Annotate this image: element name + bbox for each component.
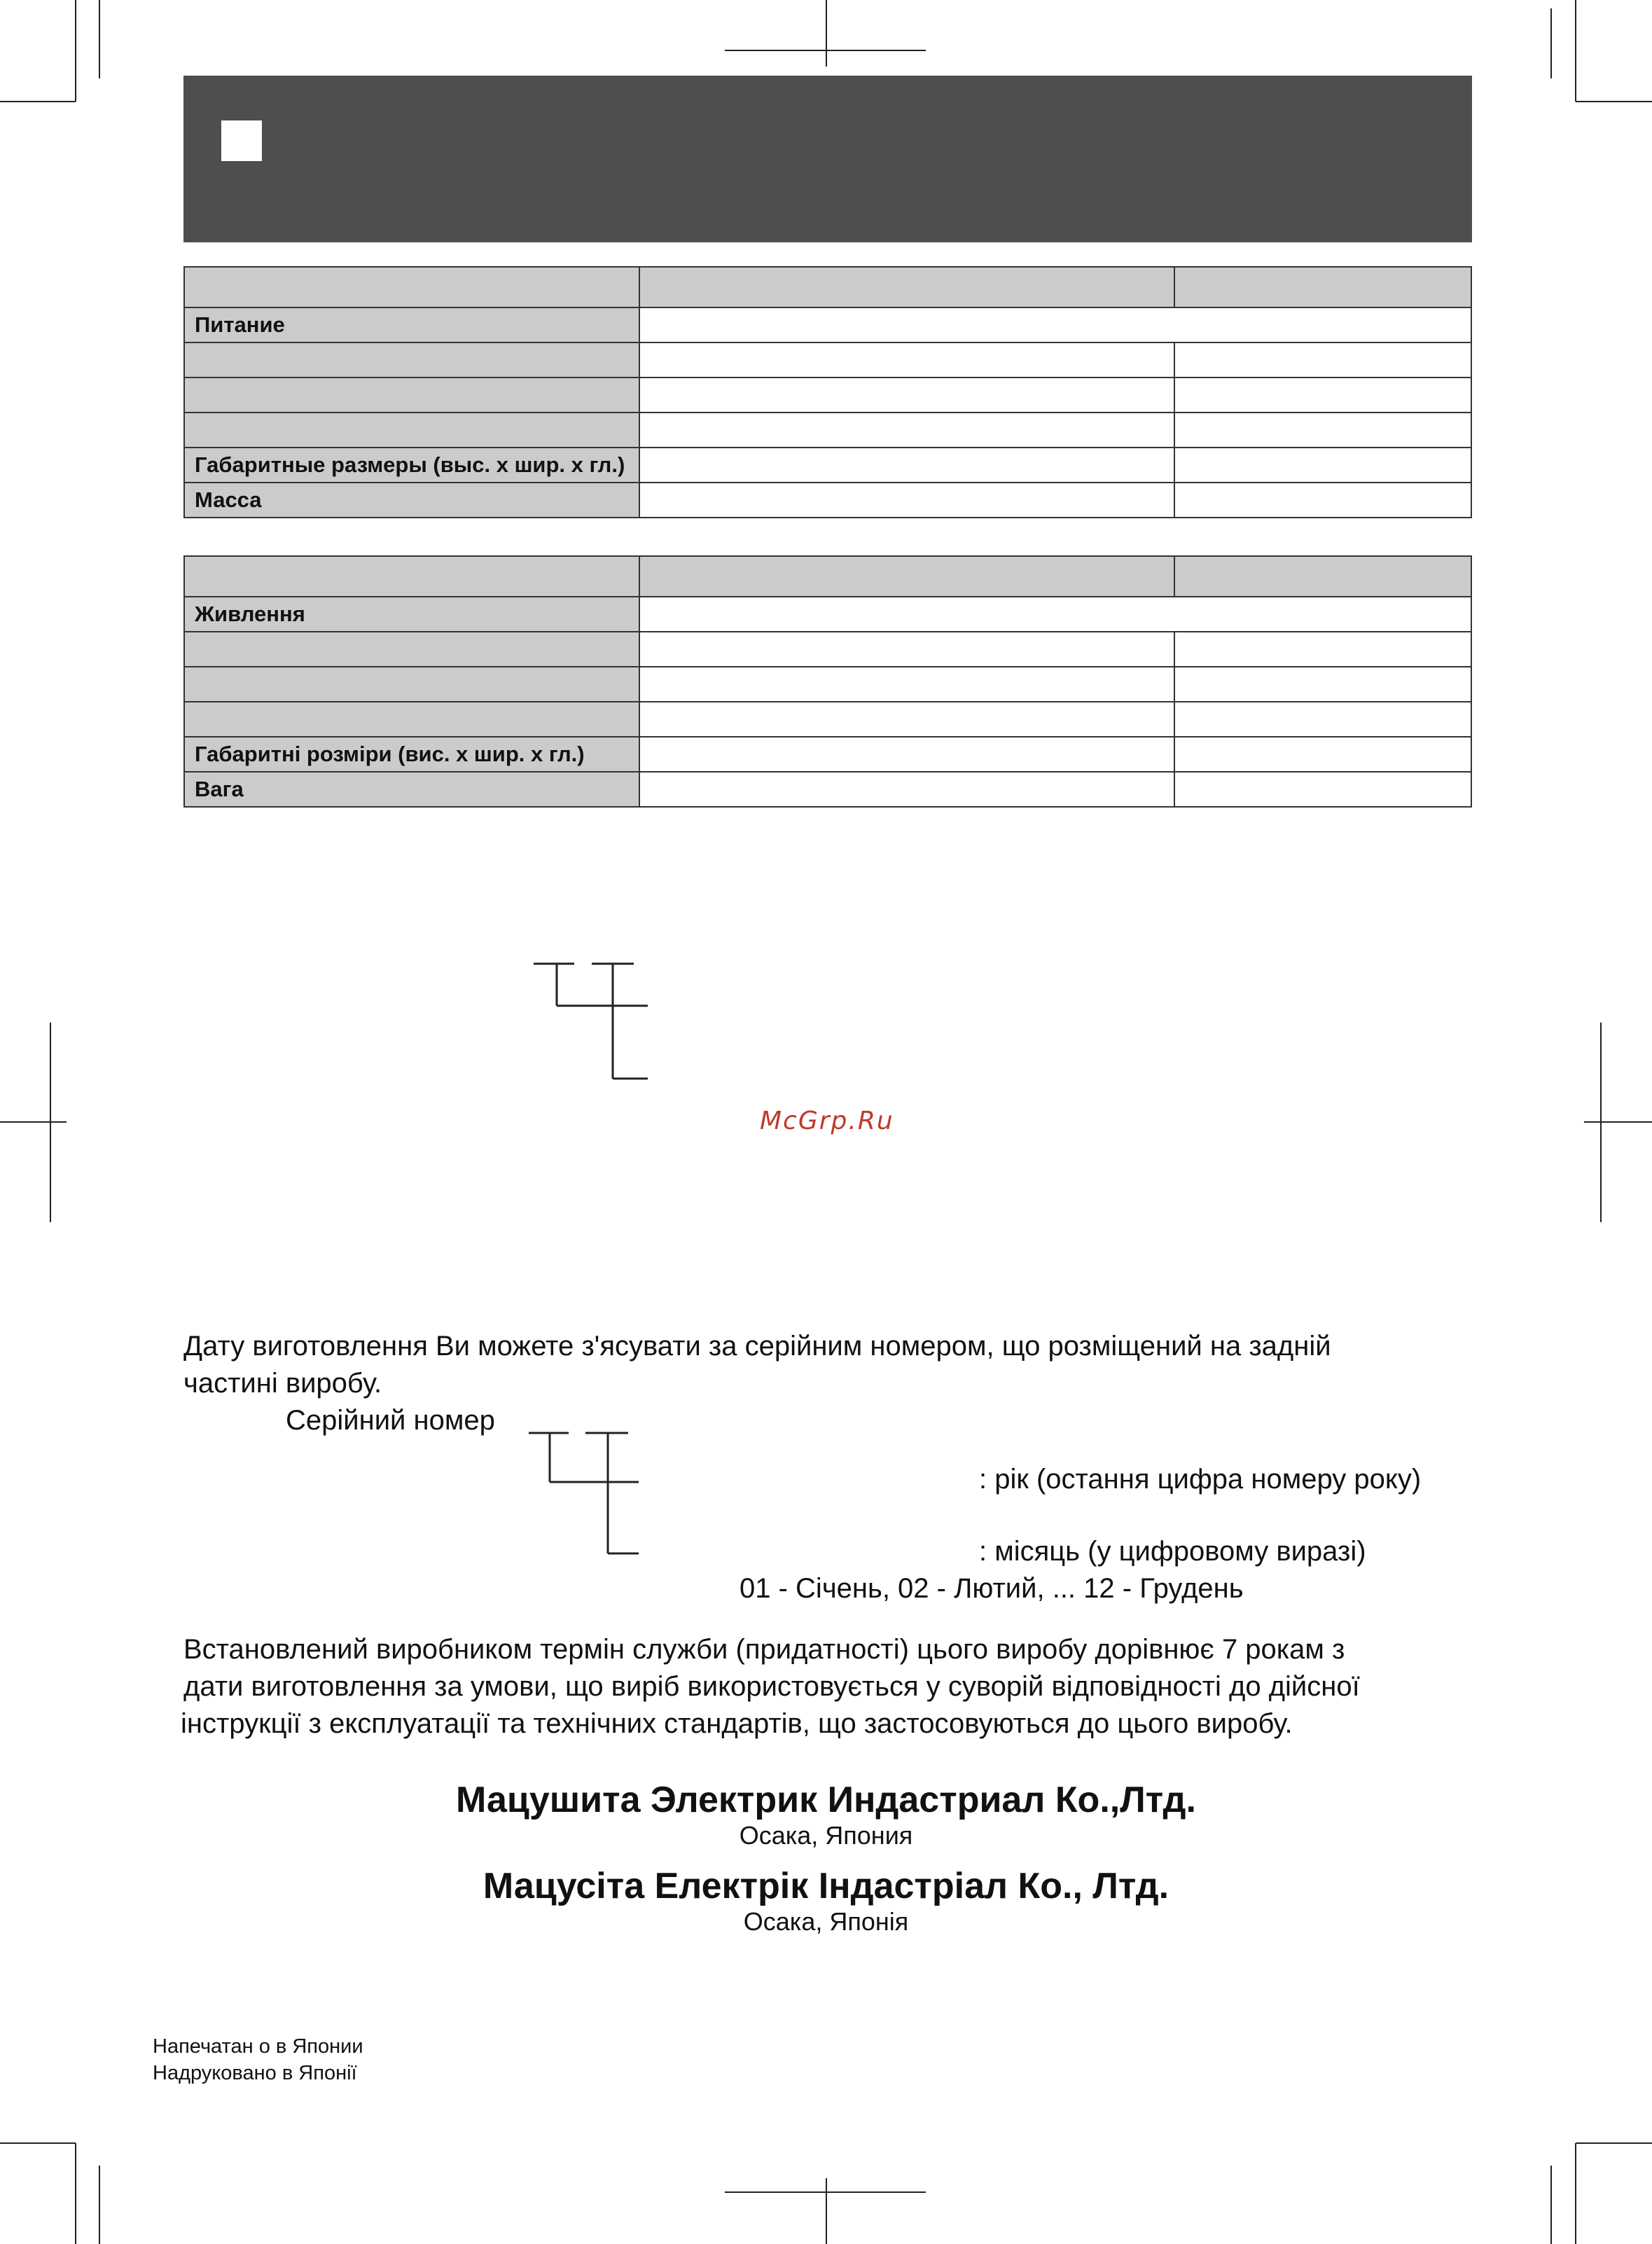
year-label: : рік (остання цифра номеру року) <box>979 1464 1422 1495</box>
header-bar <box>183 76 1472 242</box>
row-label <box>184 667 639 702</box>
month-label: : місяць (у цифровому виразі) <box>979 1536 1366 1567</box>
row-label <box>184 702 639 737</box>
serial-diagram-upper <box>534 964 648 1079</box>
row-label <box>184 632 639 667</box>
row-label <box>184 413 639 448</box>
date-info-line1: Дату виготовлення Ви можете з'ясувати за серійним номером, що розміщений на задній <box>183 1331 1331 1362</box>
table-row <box>184 378 1471 413</box>
row-label <box>184 342 639 378</box>
printed-in-japan-ru: Напечатан о в Японии <box>153 2035 363 2058</box>
row-label: Живлення <box>184 597 639 632</box>
table-row <box>184 448 1471 483</box>
table-row <box>184 737 1471 772</box>
table-row <box>184 342 1471 378</box>
manufacturer-ru-name: Мацушита Электрик Индастриал Ко.,Лтд. <box>456 1780 1196 1820</box>
row-label: Питание <box>184 307 639 342</box>
months-legend: 01 - Січень, 02 - Лютий, ... 12 - Грудень <box>740 1573 1244 1604</box>
row-label <box>184 378 639 413</box>
table-row <box>184 413 1471 448</box>
table-row <box>184 307 1471 342</box>
table-row <box>184 632 1471 667</box>
watermark: McGrp.Ru <box>760 1107 894 1135</box>
table-row <box>184 772 1471 807</box>
service-life-line3: інструкції з експлуатації та технічних стандартів, що застосовуються до цього виробу. <box>181 1708 1293 1739</box>
table-row <box>184 702 1471 737</box>
serial-label: Серійний номер <box>286 1405 495 1436</box>
table-row <box>184 597 1471 632</box>
date-info-line2: частині виробу. <box>183 1368 382 1399</box>
row-label: Габаритні розміри (вис. x шир. x гл.) <box>184 737 639 772</box>
serial-diagram-lower <box>529 1433 639 1553</box>
manufacturer-uk-city: Осака, Японія <box>743 1907 909 1936</box>
printed-in-japan-uk: Надруковано в Японії <box>153 2062 357 2084</box>
row-label: Масса <box>184 483 639 518</box>
spec-table-ru <box>183 266 1472 518</box>
manufacturer-ru-city: Осака, Япония <box>739 1821 913 1850</box>
service-life-line2: дати виготовлення за умови, що виріб використовується у суворій відповідності до дійсної <box>183 1671 1360 1702</box>
table-header-row <box>184 556 1471 597</box>
row-label: Вага <box>184 772 639 807</box>
table-row <box>184 667 1471 702</box>
row-label: Габаритные размеры (выс. x шир. x гл.) <box>184 448 639 483</box>
manufacturer-uk-name: Мацусіта Електрік Індастріал Ко., Лтд. <box>483 1866 1169 1906</box>
service-life-line1: Встановлений виробником термін служби (придатності) цього виробу дорівнює 7 рокам з <box>183 1634 1345 1665</box>
spec-table-uk <box>183 555 1472 808</box>
table-header-row <box>184 267 1471 307</box>
header-square <box>221 120 262 161</box>
table-row <box>184 483 1471 518</box>
